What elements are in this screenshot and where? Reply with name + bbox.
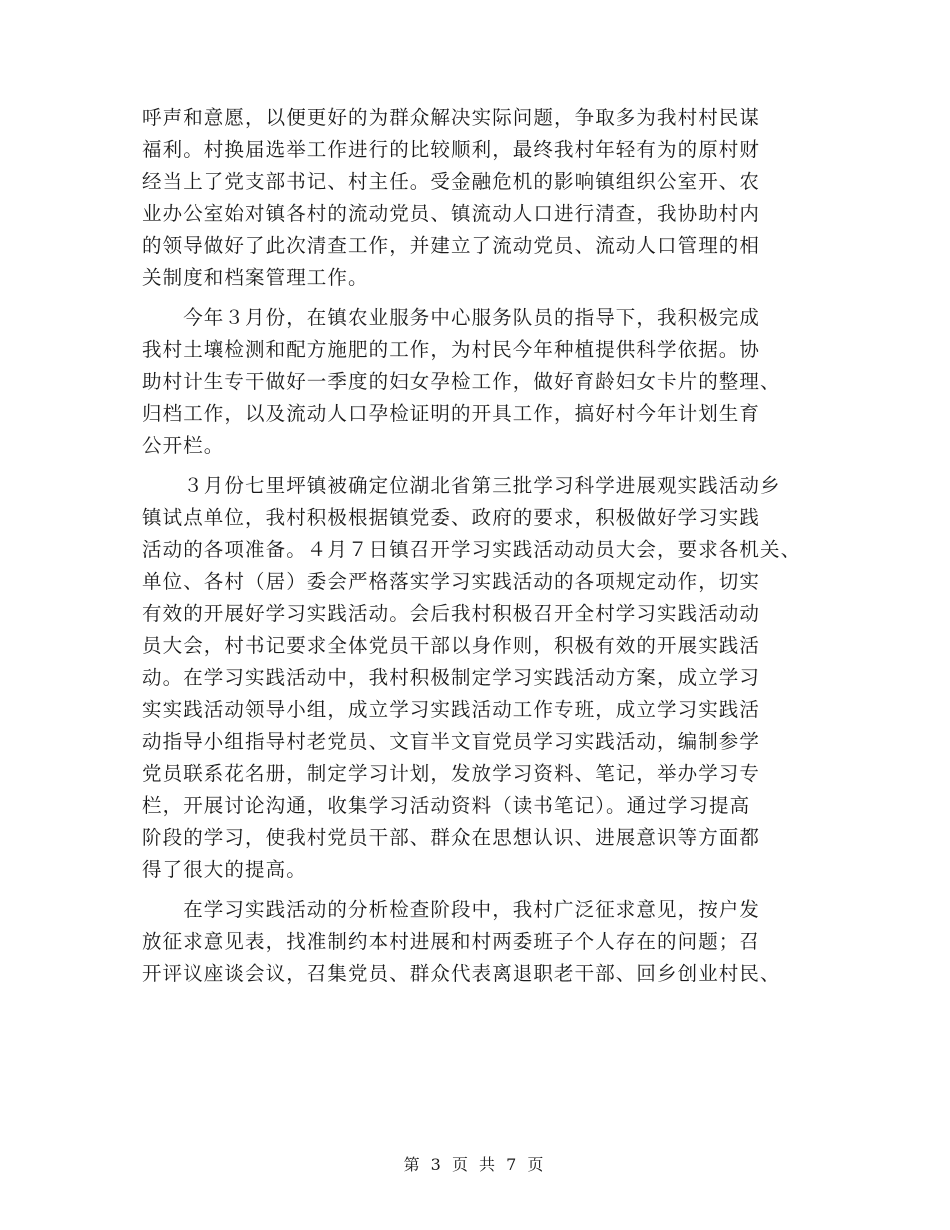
text-line: 今年３月份，在镇农业服务中心服务队员的指导下，我积极完成 (142, 306, 761, 329)
text-line: 阶段的学习，使我村党员干部、群众在思想认识、进展意识等方面都 (142, 826, 761, 849)
page-number-footer: 第 3 页 共 7 页 (403, 1155, 547, 1174)
text-line: 助村计生专干做好一季度的妇女孕检工作，做好育龄妇女卡片的整理、 (142, 370, 781, 393)
text-line: 公开栏。 (142, 434, 225, 457)
paragraph-gap (142, 294, 822, 302)
text-line: 归档工作，以及流动人口孕检证明的开具工作，搞好村今年计划生育 (142, 402, 761, 425)
text-line: 开评议座谈会议，召集党员、群众代表离退职老干部、回乡创业村民、 (142, 962, 781, 985)
text-line: 我村土壤检测和配方施肥的工作，为村民今年种植提供科学依据。协 (142, 338, 761, 361)
text-line: 在学习实践活动的分析检查阶段中，我村广泛征求意见，按户发 (142, 898, 761, 921)
text-line: 的领导做好了此次清查工作，并建立了流动党员、流动人口管理的相 (142, 234, 761, 257)
text-line: 呼声和意愿，以便更好的为群众解决实际问题，争取多为我村村民谋 (142, 106, 761, 129)
text-line: ３月份七里坪镇被确定位湖北省第三批学习科学进展观实践活动乡 (142, 474, 781, 497)
paragraph-gap (142, 886, 822, 894)
text-line: 员大会，村书记要求全体党员干部以身作则，积极有效的开展实践活 (142, 634, 761, 657)
text-line: 活动的各项准备。４月７日镇召开学习实践活动动员大会，要求各机关、 (142, 538, 802, 561)
text-line: 党员联系花名册，制定学习计划，发放学习资料、笔记，举办学习专 (142, 762, 761, 785)
text-line: 放征求意见表，找准制约本村进展和村两委班子个人存在的问题；召 (142, 930, 761, 953)
text-line: 关制度和档案管理工作。 (142, 266, 369, 289)
text-line: 动。在学习实践活动中，我村积极制定学习实践活动方案，成立学习 (142, 666, 761, 689)
text-line: 有效的开展好学习实践活动。会后我村积极召开全村学习实践活动动 (142, 602, 761, 625)
text-line: 镇试点单位，我村积极根据镇党委、政府的要求，积极做好学习实践 (142, 506, 761, 529)
paragraph-gap (142, 462, 822, 470)
text-line: 动指导小组指导村老党员、文盲半文盲党员学习实践活动，编制参学 (142, 730, 761, 753)
text-line: 实实践活动领导小组，成立学习实践活动工作专班，成立学习实践活 (142, 698, 761, 721)
text-line: 得了很大的提高。 (142, 858, 307, 881)
document-body (142, 102, 822, 990)
text-line: 福利。村换届选举工作进行的比较顺利，最终我村年轻有为的原村财 (142, 138, 761, 161)
text-line: 经当上了党支部书记、村主任。受金融危机的影响镇组织公室开、农 (142, 170, 761, 193)
text-line: 栏，开展讨论沟通，收集学习活动资料（读书笔记）。通过学习提高 (142, 794, 751, 817)
text-line: 业办公室始对镇各村的流动党员、镇流动人口进行清查，我协助村内 (142, 202, 761, 225)
text-line: 单位、各村（居）委会严格落实学习实践活动的各项规定动作，切实 (142, 570, 761, 593)
